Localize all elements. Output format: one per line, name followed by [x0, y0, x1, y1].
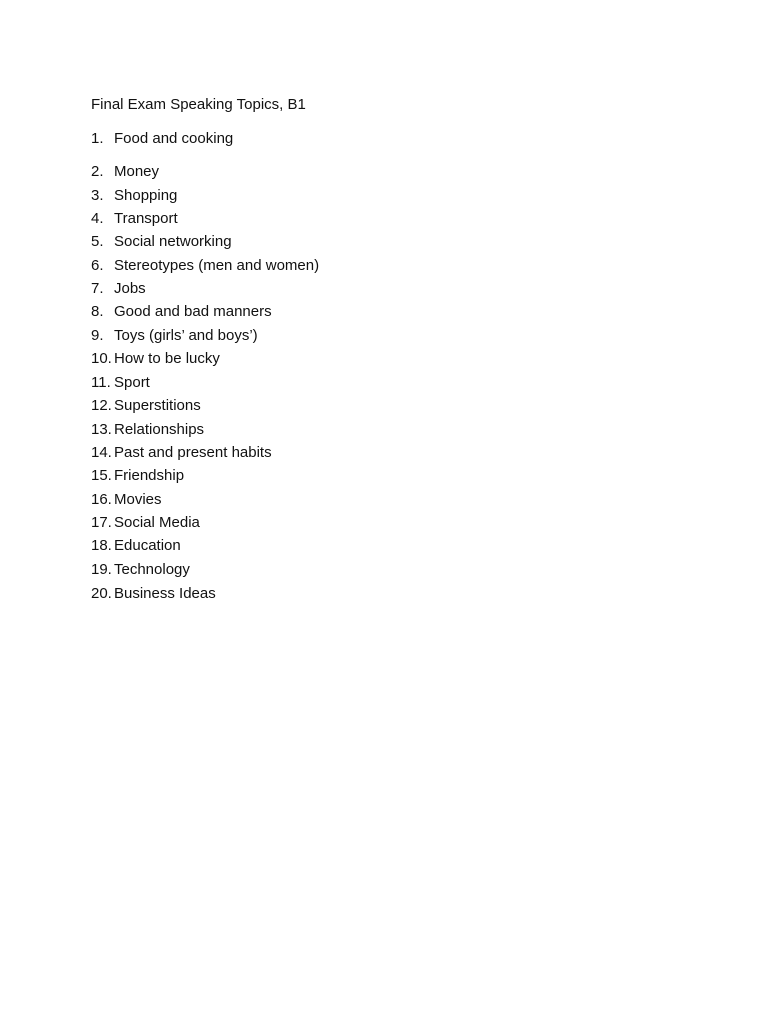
item-number: 20.	[91, 585, 112, 602]
list-item	[91, 560, 190, 580]
item-label: Money	[114, 163, 160, 180]
item-label: Good and bad manners	[114, 303, 272, 320]
item-number: 18.	[91, 537, 112, 554]
list-item	[91, 209, 178, 229]
item-number: 2.	[91, 163, 104, 180]
item-label: Food and cooking	[114, 130, 234, 147]
list-item	[91, 443, 272, 463]
list-item	[91, 302, 272, 322]
list-item	[91, 584, 216, 604]
item-label: Technology	[114, 561, 190, 578]
item-number: 6.	[91, 257, 104, 274]
item-label: Toys (girls’ and boys’)	[114, 327, 258, 344]
list-item	[91, 513, 200, 533]
list-item	[91, 129, 233, 149]
item-label: Social networking	[114, 233, 232, 250]
list-item	[91, 490, 162, 510]
item-label: Social Media	[114, 514, 200, 531]
item-number: 10.	[91, 350, 112, 367]
item-number: 9.	[91, 327, 104, 344]
list-item	[91, 396, 201, 416]
item-label: Sport	[114, 374, 150, 391]
list-item	[91, 466, 184, 486]
list-item	[91, 349, 220, 369]
item-number: 15.	[91, 467, 112, 484]
item-label: How to be lucky	[114, 350, 220, 367]
item-label: Relationships	[114, 421, 205, 438]
item-number: 5.	[91, 233, 104, 250]
item-label: Movies	[114, 491, 162, 508]
item-number: 3.	[91, 187, 104, 204]
list-item	[91, 536, 181, 556]
item-number: 1.	[91, 130, 104, 147]
list-item	[91, 186, 177, 206]
item-number: 19.	[91, 561, 112, 578]
item-label: Jobs	[114, 280, 146, 297]
item-label: Transport	[114, 210, 178, 227]
item-label: Superstitions	[114, 397, 201, 414]
list-item	[91, 256, 319, 276]
document-title: Final Exam Speaking Topics, B1	[91, 96, 306, 113]
item-number: 8.	[91, 303, 104, 320]
item-number: 16.	[91, 491, 112, 508]
item-label: Friendship	[114, 467, 185, 484]
list-item	[91, 420, 204, 440]
item-label: Business Ideas	[114, 585, 216, 602]
list-item	[91, 232, 232, 252]
item-number: 4.	[91, 210, 104, 227]
item-number: 7.	[91, 280, 104, 297]
item-label: Past and present habits	[114, 444, 272, 461]
list-item	[91, 326, 258, 346]
item-number: 14.	[91, 444, 112, 461]
item-number: 17.	[91, 514, 112, 531]
list-item	[91, 162, 159, 182]
list-item	[91, 373, 150, 393]
item-number: 11.	[91, 374, 111, 391]
list-item	[91, 279, 146, 299]
item-label: Stereotypes (men and women)	[114, 257, 320, 274]
item-number: 12.	[91, 397, 112, 414]
item-label: Education	[114, 537, 181, 554]
item-label: Shopping	[114, 187, 178, 204]
item-number: 13.	[91, 421, 112, 438]
